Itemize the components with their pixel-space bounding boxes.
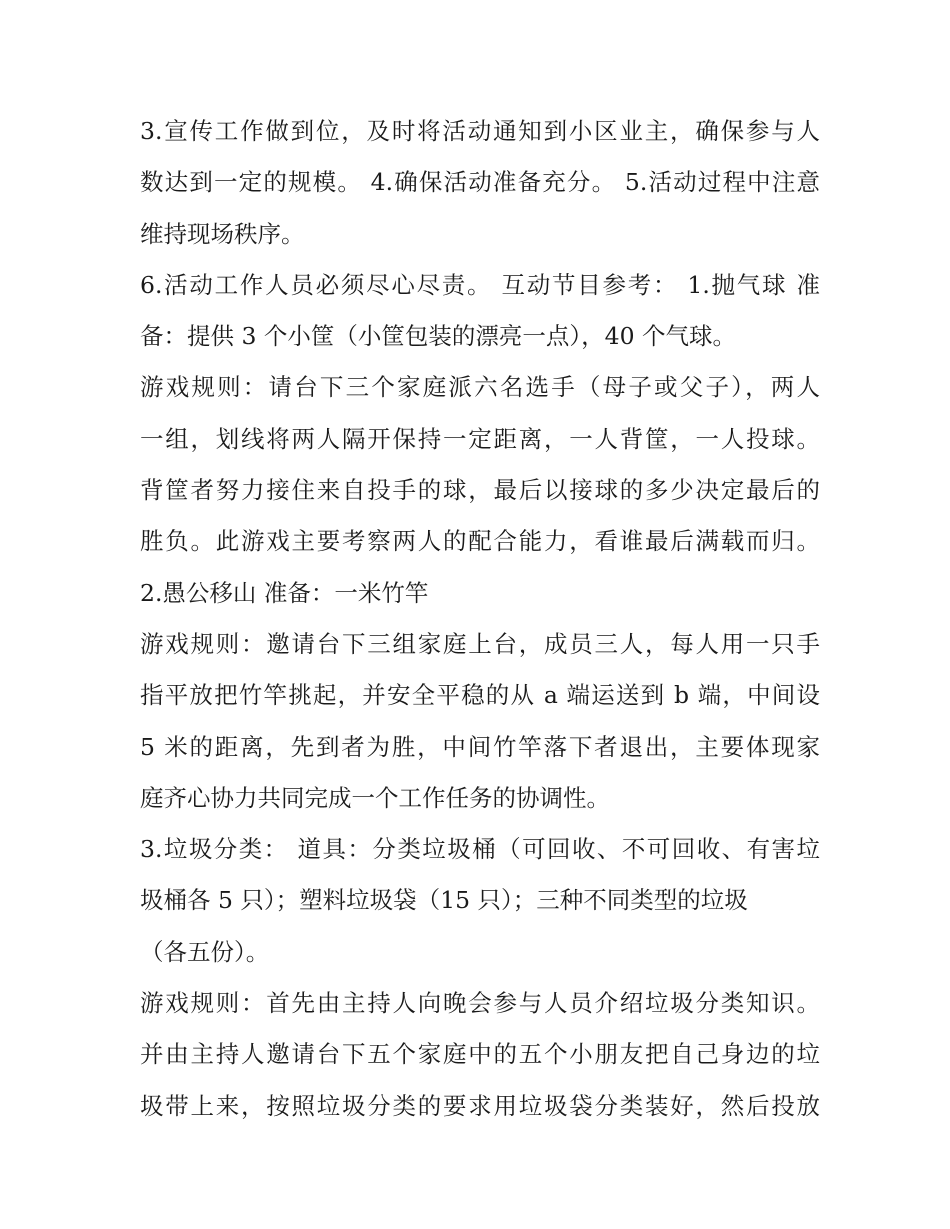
- text-line: 胜负。此游戏主要考察两人的配合能力，看谁最后满载而归。: [140, 527, 820, 556]
- text-line: 6.活动工作人员必须尽心尽责。 互动节目参考： 1.抛气球 准: [140, 270, 820, 299]
- text-line: 并由主持人邀请台下五个家庭中的五个小朋友把自己身边的垃: [140, 1040, 820, 1069]
- document-body: [140, 106, 820, 1132]
- text-line: （各五份）。: [140, 937, 270, 966]
- text-line: 一组，划线将两人隔开保持一定距离，一人背筐，一人投球。: [140, 424, 820, 453]
- text-line: 背筐者努力接住来自投手的球，最后以接球的多少决定最后的: [140, 476, 820, 505]
- text-line: 5 米的距离，先到者为胜，中间竹竿落下者退出，主要体现家: [140, 732, 820, 761]
- text-line: 圾桶各 5 只）；塑料垃圾袋（15 只）；三种不同类型的垃圾: [140, 886, 748, 915]
- text-line: 数达到一定的规模。 4.确保活动准备充分。 5.活动过程中注意: [140, 168, 820, 197]
- text-line: 2.愚公移山 准备：一米竹竿: [140, 578, 429, 607]
- text-line: 游戏规则：首先由主持人向晚会参与人员介绍垃圾分类知识。: [140, 989, 820, 1018]
- text-line: 指平放把竹竿挑起，并安全平稳的从 a 端运送到 b 端，中间设: [140, 681, 820, 710]
- text-line: 游戏规则：请台下三个家庭派六名选手（母子或父子），两人: [140, 373, 820, 402]
- text-line: 维持现场秩序。: [140, 219, 305, 248]
- text-line: 圾带上来，按照垃圾分类的要求用垃圾袋分类装好，然后投放: [140, 1091, 820, 1120]
- text-line: 备：提供 3 个小筐（小筐包装的漂亮一点），40 个气球。: [140, 322, 737, 351]
- text-line: 庭齐心协力共同完成一个工作任务的协调性。: [140, 783, 610, 812]
- text-line: 3.垃圾分类： 道具：分类垃圾桶（可回收、不可回收、有害垃: [140, 835, 820, 864]
- text-line: 游戏规则：邀请台下三组家庭上台，成员三人，每人用一只手: [140, 629, 820, 658]
- text-line: 3.宣传工作做到位，及时将活动通知到小区业主，确保参与人: [140, 117, 820, 145]
